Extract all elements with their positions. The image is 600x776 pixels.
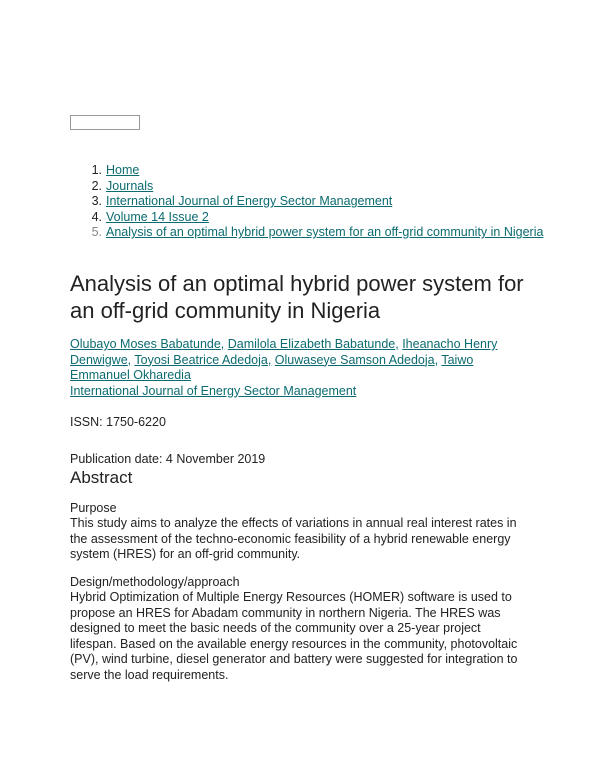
author-link[interactable]: Damilola Elizabeth Babatunde [227,337,396,351]
publication-date: Publication date: 4 November 2019 [70,452,266,466]
issn: ISSN: 1750-6220 [70,415,166,429]
purpose-label: Purpose [70,501,117,515]
author-separator: , [267,352,272,367]
author-separator: , [434,352,439,367]
author-list [70,337,530,399]
breadcrumb-item-volume [84,210,544,226]
breadcrumb-number: 1. [91,163,102,177]
author-separator: , [127,352,132,367]
author-separator: , [395,337,399,351]
author-link[interactable]: Oluwaseye Samson Adedoja [274,352,435,367]
author-link[interactable]: Iheanacho Henry Denwigwe [70,337,498,367]
breadcrumb-item-article [84,225,544,241]
author-link[interactable]: Toyosi Beatrice Adedoja [134,352,268,367]
breadcrumb-item-home [84,163,544,179]
breadcrumb-item-journal [84,194,544,210]
breadcrumb-number: 4. [91,209,102,224]
author-separator: , [220,337,225,351]
breadcrumb [84,163,544,241]
breadcrumb-number: 2. [91,178,102,193]
page-title: Analysis of an optimal hybrid power system for an off-grid community in Nigeria [70,271,524,323]
breadcrumb-link-home[interactable]: Home [106,163,140,177]
breadcrumb-link-journal[interactable]: International Journal of Energy Sector Management [106,194,393,208]
design-text: Hybrid Optimization of Multiple Energy Resources (HOMER) software is used to propose an HRES for Abadam community in northern Nigeria. The HRES was designed to meet the basic needs of the community over a 25-year project lifespan. Based on the available energy resources in the community, photovoltaic (PV), wind turbine, diesel generator and battery were suggested for integration to serve the load requirements. [70,590,518,682]
journal-link[interactable]: International Journal of Energy Sector Management [70,383,357,398]
breadcrumb-item-journals [84,179,544,195]
abstract-heading: Abstract [70,468,133,487]
author-link[interactable]: Taiwo Emmanuel Okharedia [70,352,474,382]
breadcrumb-number: 3. [91,194,102,208]
breadcrumb-number: 5. [91,225,102,239]
breadcrumb-link-article[interactable]: Analysis of an optimal hybrid power system for an off-grid community in Nigeria [106,225,544,239]
breadcrumb-link-volume[interactable]: Volume 14 Issue 2 [106,209,209,224]
author-link[interactable]: Olubayo Moses Babatunde [70,337,221,351]
design-label: Design/methodology/approach [70,575,240,589]
purpose-text: This study aims to analyze the effects of variations in annual real interest rates in the assessment of the techno-economic feasibility of a hybrid renewable energy system (HRES) for an off-grid community. [70,516,517,561]
breadcrumb-link-journals[interactable]: Journals [106,178,154,193]
search-input[interactable] [70,115,140,130]
